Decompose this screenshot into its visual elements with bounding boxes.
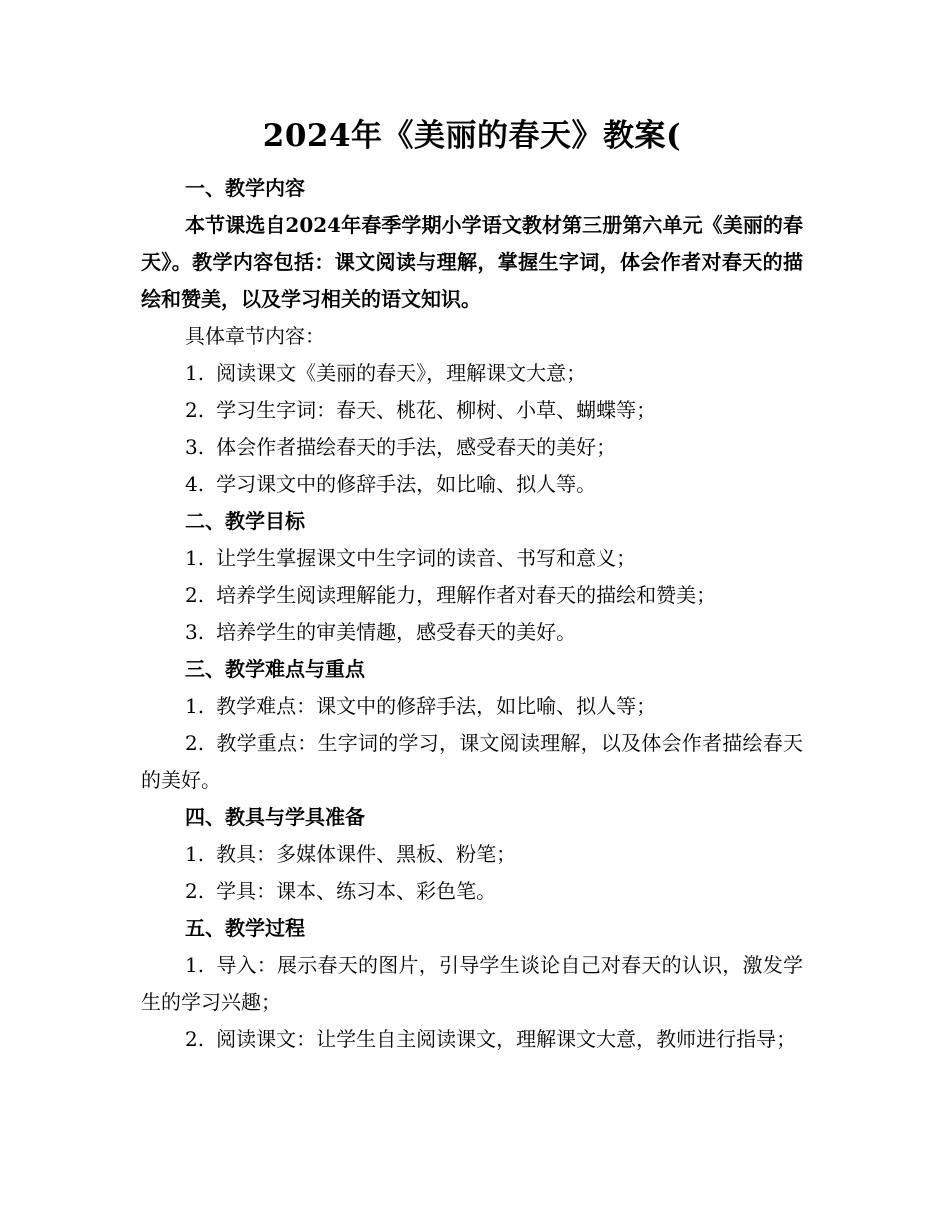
list-item-number: 4. (185, 472, 205, 496)
section-difficulties-and-focus (141, 651, 803, 799)
section-heading: 五、教学过程 (185, 916, 305, 940)
list-item-number: 1. (185, 361, 205, 385)
list-item-text: 导入：展示春天的图片，引导学生谈论自己对春天的认识，激发学生的学习兴趣； (141, 953, 803, 1014)
list-item-number: 1. (185, 842, 205, 866)
list-item (141, 577, 803, 614)
section-teaching-goals (141, 503, 803, 651)
list-item-text: 教学重点：生字词的学习，课文阅读理解，以及体会作者描绘春天的美好。 (141, 731, 803, 792)
list-item-number: 1. (185, 953, 205, 977)
list-item-text: 体会作者描绘春天的手法，感受春天的美好； (216, 435, 617, 459)
section-heading: 一、教学内容 (185, 176, 305, 200)
list-item-text: 阅读课文：让学生自主阅读课文，理解课文大意，教师进行指导； (216, 1027, 797, 1051)
list-item (141, 466, 803, 503)
section-heading: 三、教学难点与重点 (185, 657, 365, 681)
list-item (141, 540, 803, 577)
list-item-number: 3. (185, 620, 205, 644)
section-teaching-aids (141, 799, 803, 910)
list-item (141, 947, 803, 1021)
document-body (141, 170, 803, 1058)
list-item-number: 1. (185, 546, 205, 570)
section-heading: 二、教学目标 (185, 509, 305, 533)
list-item (141, 725, 803, 799)
section-subheading: 具体章节内容： (185, 324, 325, 348)
list-item-text: 学具：课本、练习本、彩色笔。 (216, 879, 497, 903)
list-item-number: 3. (185, 435, 205, 459)
list-item (141, 836, 803, 873)
list-item-number: 2. (185, 731, 205, 755)
list-item-text: 学习课文中的修辞手法，如比喻、拟人等。 (216, 472, 597, 496)
list-item-text: 培养学生阅读理解能力，理解作者对春天的描绘和赞美； (216, 583, 717, 607)
list-item-text: 教具：多媒体课件、黑板、粉笔； (216, 842, 517, 866)
section-teaching-process (141, 910, 803, 1058)
document-title: 2024年《美丽的春天》教案( (262, 118, 682, 154)
list-item (141, 614, 803, 651)
list-item-number: 2. (185, 398, 205, 422)
list-item-text: 培养学生的审美情趣，感受春天的美好。 (216, 620, 577, 644)
document-page (141, 112, 803, 1058)
section-teaching-content (141, 170, 803, 503)
list-item-number: 1. (185, 694, 205, 718)
section-intro-paragraph: 本节课选自2024年春季学期小学语文教材第三册第六单元《美丽的春天》。教学内容包括：课文阅读与理解，掌握生字词，体会作者对春天的描绘和赞美，以及学习相关的语文知识。 (141, 213, 803, 311)
list-item (141, 429, 803, 466)
list-item (141, 355, 803, 392)
list-item-text: 教学难点：课文中的修辞手法，如比喻、拟人等； (216, 694, 657, 718)
section-heading: 四、教具与学具准备 (185, 805, 365, 829)
list-item-text: 阅读课文《美丽的春天》，理解课文大意； (216, 361, 587, 385)
list-item (141, 392, 803, 429)
list-item-number: 2. (185, 1027, 205, 1051)
list-item-number: 2. (185, 583, 205, 607)
list-item (141, 688, 803, 725)
list-item-number: 2. (185, 879, 205, 903)
list-item-text: 学习生字词：春天、桃花、柳树、小草、蝴蝶等； (216, 398, 657, 422)
list-item (141, 1021, 803, 1058)
list-item-text: 让学生掌握课文中生字词的读音、书写和意义； (216, 546, 637, 570)
list-item (141, 873, 803, 910)
